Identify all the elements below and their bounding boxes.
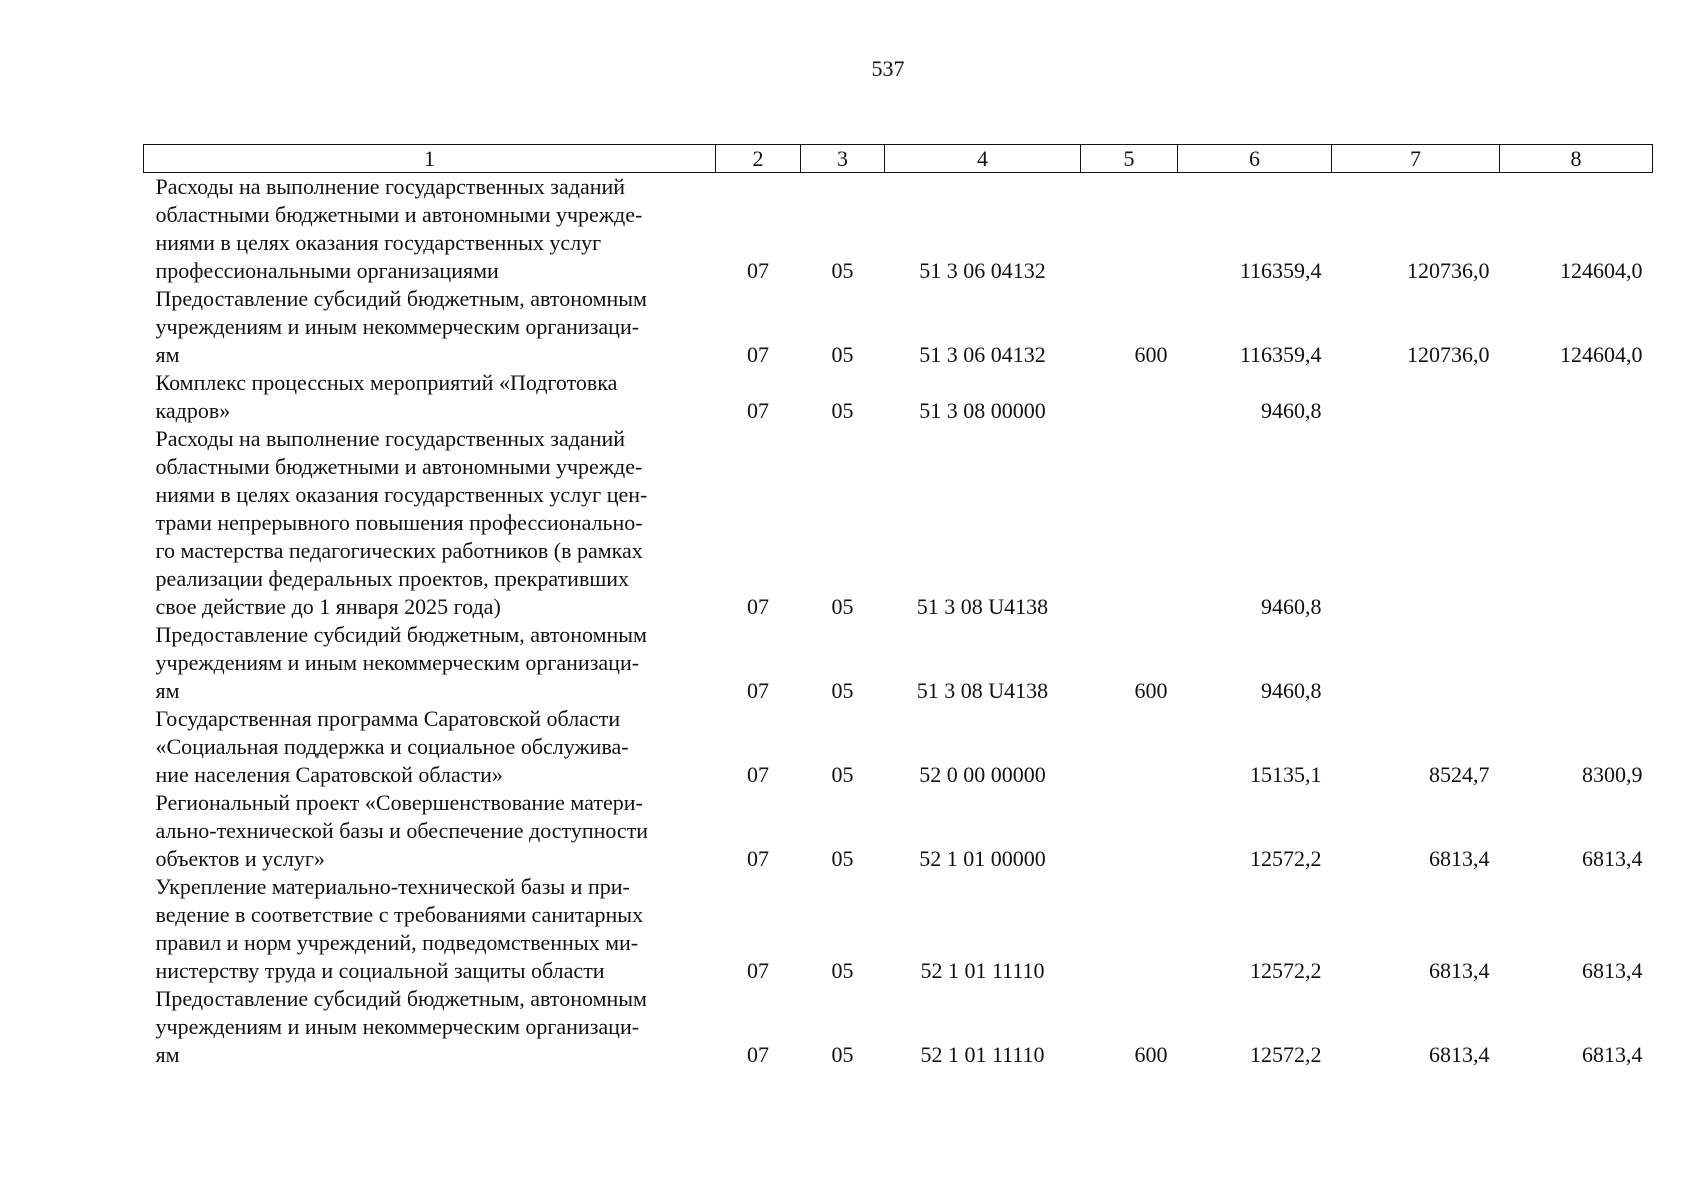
- header-col-1: 1: [144, 145, 716, 173]
- table-row: [144, 985, 1653, 1069]
- row-y3: 6813,4: [1582, 1042, 1643, 1067]
- row-rz: 07: [747, 846, 769, 871]
- header-col-8: 8: [1500, 145, 1653, 173]
- row-pr: 05: [831, 678, 854, 703]
- row-vr: 600: [1134, 342, 1168, 367]
- table-header: [144, 145, 1653, 173]
- row-rz: 07: [747, 258, 769, 283]
- row-y2: 120736,0: [1407, 258, 1490, 283]
- table-row: [144, 789, 1653, 873]
- row-csr: 52 0 00 00000: [919, 762, 1046, 787]
- row-y1: 116359,4: [1239, 258, 1322, 283]
- row-y3: 124604,0: [1560, 258, 1643, 283]
- row-name: Предоставление субсидий бюджетным, автономным учреждениям и иным некоммерческим организаци- ям: [155, 986, 647, 1067]
- row-name: Расходы на выполнение государственных заданий областными бюджетными и автономными учрежде- ниями в целях оказания государственных услуг цен- трами непрерывного повышения профессионально- го мастерства педагогических работников (в рамках реализации федеральных проектов, прекративших свое действие до 1 января 2025 года): [155, 426, 648, 619]
- row-y1: 9460,8: [1261, 398, 1322, 423]
- header-col-4: 4: [885, 145, 1081, 173]
- row-vr: 600: [1134, 1042, 1168, 1067]
- table-row: [144, 705, 1653, 789]
- row-rz: 07: [747, 678, 769, 703]
- row-vr: [1081, 425, 1178, 621]
- table-row: [144, 369, 1653, 425]
- row-y2: 6813,4: [1429, 1042, 1490, 1067]
- row-pr: 05: [831, 258, 854, 283]
- header-row: [144, 145, 1653, 173]
- row-csr: 51 3 06 04132: [919, 258, 1046, 283]
- row-csr: 52 1 01 11110: [920, 1042, 1045, 1067]
- row-y1: 12572,2: [1250, 958, 1322, 983]
- row-name: Расходы на выполнение государственных заданий областными бюджетными и автономными учрежде- ниями в целях оказания государственных услуг профессиональными организациями: [155, 174, 643, 283]
- row-name: Комплекс процессных мероприятий «Подготовка кадров»: [155, 370, 618, 423]
- row-y3: 6813,4: [1582, 846, 1643, 871]
- table-row: [144, 425, 1653, 621]
- row-y1: 12572,2: [1250, 1042, 1322, 1067]
- header-col-7: 7: [1332, 145, 1500, 173]
- header-col-6: 6: [1178, 145, 1332, 173]
- row-vr: [1081, 705, 1178, 789]
- header-col-5: 5: [1081, 145, 1178, 173]
- row-y2: [1332, 369, 1500, 425]
- row-vr: [1081, 369, 1178, 425]
- row-rz: 07: [747, 398, 769, 423]
- row-rz: 07: [747, 1042, 769, 1067]
- row-pr: 05: [831, 1042, 854, 1067]
- row-y3: 124604,0: [1560, 342, 1643, 367]
- row-csr: 51 3 06 04132: [919, 342, 1046, 367]
- table-body: [144, 173, 1653, 1070]
- row-csr: 52 1 01 00000: [919, 846, 1046, 871]
- table-row: [144, 173, 1653, 286]
- row-name: Предоставление субсидий бюджетным, автономным учреждениям и иным некоммерческим организаци- ям: [155, 622, 647, 703]
- page-number: 537: [871, 56, 905, 81]
- row-pr: 05: [831, 762, 854, 787]
- row-y3: [1500, 621, 1653, 705]
- row-name: Региональный проект «Совершенствование матери- ально-технической базы и обеспечение доступности объектов и услуг»: [155, 790, 649, 871]
- row-pr: 05: [831, 846, 854, 871]
- row-vr: [1081, 173, 1178, 286]
- header-col-2: 2: [716, 145, 801, 173]
- row-y1: 116359,4: [1239, 342, 1322, 367]
- row-name: Предоставление субсидий бюджетным, автономным учреждениям и иным некоммерческим организаци- ям: [155, 286, 647, 367]
- row-y2: [1332, 425, 1500, 621]
- row-y1: 9460,8: [1261, 678, 1322, 703]
- row-y3: [1500, 425, 1653, 621]
- row-csr: 52 1 01 11110: [920, 958, 1045, 983]
- row-csr: 51 3 08 U4138: [916, 678, 1049, 703]
- row-vr: 600: [1134, 678, 1168, 703]
- row-pr: 05: [831, 342, 854, 367]
- row-y3: 8300,9: [1582, 762, 1643, 787]
- row-rz: 07: [747, 762, 769, 787]
- row-name: Укрепление материально-технической базы и при- ведение в соответствие с требованиями санитарных правил и норм учреждений, подведомственных ми- нистерству труда и социальной защиты области: [155, 874, 644, 983]
- header-col-3: 3: [801, 145, 885, 173]
- row-y2: 120736,0: [1407, 342, 1490, 367]
- row-y2: [1332, 621, 1500, 705]
- row-y3: 6813,4: [1582, 958, 1643, 983]
- row-rz: 07: [747, 958, 769, 983]
- row-rz: 07: [747, 594, 769, 619]
- row-y1: 12572,2: [1250, 846, 1322, 871]
- row-vr: [1081, 789, 1178, 873]
- row-y2: 8524,7: [1429, 762, 1490, 787]
- row-vr: [1081, 873, 1178, 985]
- row-y2: 6813,4: [1429, 846, 1490, 871]
- row-pr: 05: [831, 958, 854, 983]
- row-y1: 15135,1: [1250, 762, 1322, 787]
- row-csr: 51 3 08 00000: [919, 398, 1046, 423]
- table-row: [144, 285, 1653, 369]
- row-y2: 6813,4: [1429, 958, 1490, 983]
- table-row: [144, 873, 1653, 985]
- row-pr: 05: [831, 398, 854, 423]
- row-csr: 51 3 08 U4138: [916, 594, 1049, 619]
- budget-table: [143, 144, 1653, 1069]
- table-row: [144, 621, 1653, 705]
- row-y3: [1500, 369, 1653, 425]
- row-y1: 9460,8: [1261, 594, 1322, 619]
- row-pr: 05: [831, 594, 854, 619]
- row-rz: 07: [747, 342, 769, 367]
- row-name: Государственная программа Саратовской области «Социальная поддержка и социальное обслужива- ние населения Саратовской области»: [155, 706, 629, 787]
